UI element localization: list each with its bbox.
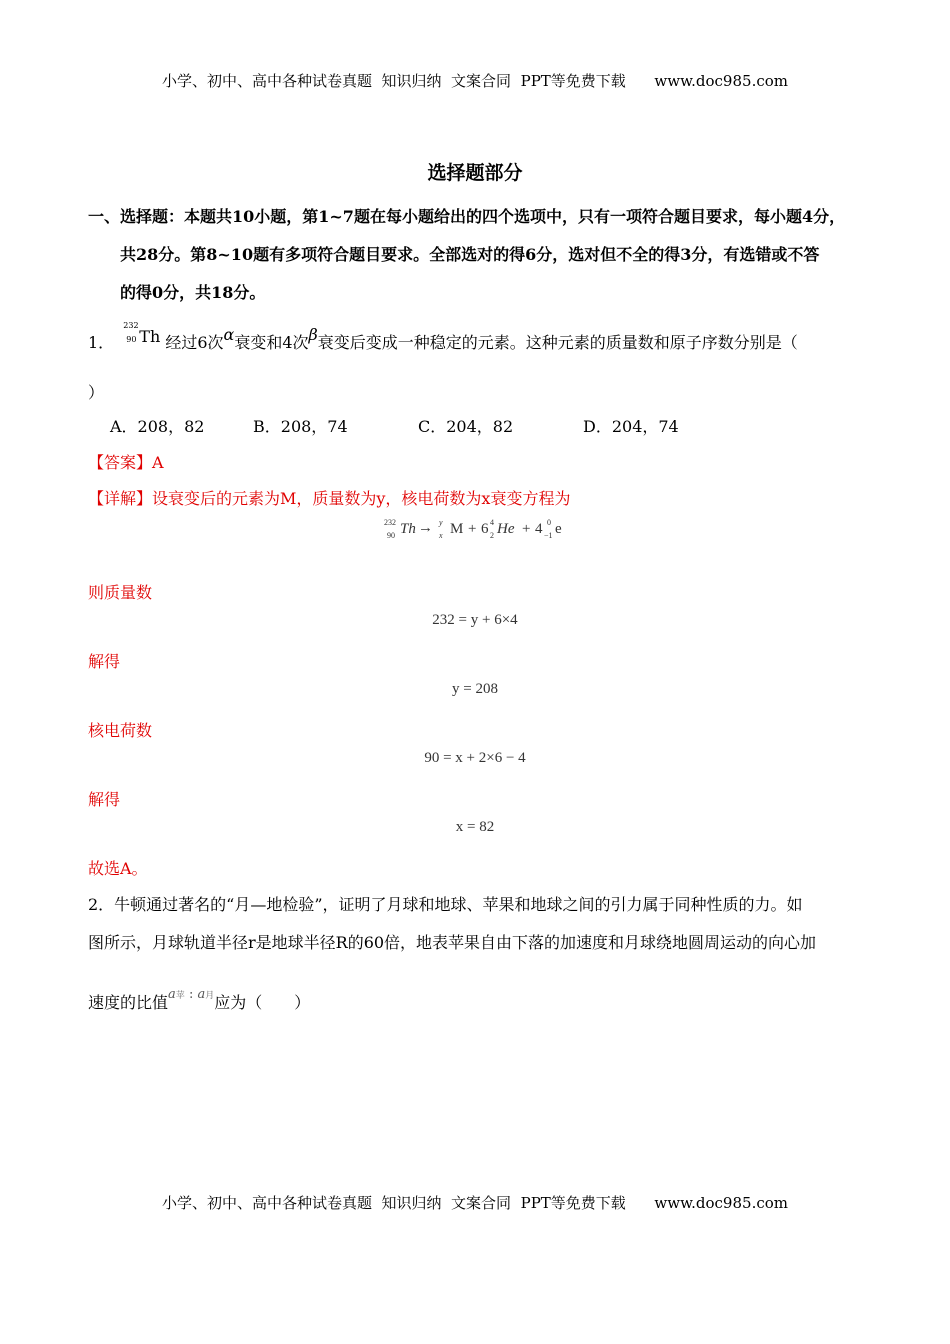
- question-2-line-1: 2．牛顿通过著名的“月—地检验”，证明了月球和地球、苹果和地球之间的引力属于同种性质的力。如: [88, 895, 803, 914]
- beta-symbol: β: [308, 325, 318, 344]
- q1-conclusion: 故选A。: [88, 859, 148, 878]
- eq-e-mass: 0: [547, 518, 551, 527]
- option-a: A．208，82: [110, 417, 205, 436]
- isotope-symbol: Th: [139, 327, 161, 346]
- eq-th-mass: 232: [384, 518, 396, 527]
- q2-text-b: 应为（ ）: [214, 993, 311, 1012]
- eq-coef-6: 6: [481, 521, 489, 537]
- q1-text-a: 经过6次: [165, 333, 224, 352]
- q1-close-paren: ）: [88, 383, 105, 402]
- thorium-isotope: [123, 321, 161, 352]
- question-1-stem: [88, 321, 878, 353]
- eq-coef-4: 4: [535, 521, 543, 537]
- q2-text-a: 速度的比值: [88, 993, 169, 1012]
- charge-number-label: 核电荷数: [88, 721, 153, 740]
- eq-plus-2: +: [522, 521, 531, 537]
- equation-mass: 232 = y + 6×4: [432, 612, 518, 628]
- section-instructions: [88, 198, 878, 312]
- decay-equation: [384, 518, 584, 544]
- question-2-line-3: [88, 987, 888, 1013]
- eq-th-atomic: 90: [387, 531, 395, 540]
- option-b: B．208，74: [253, 417, 348, 436]
- page-title: 选择题部分: [427, 162, 523, 184]
- eq-m-mass: y: [439, 518, 443, 527]
- question-number: 1．: [88, 333, 115, 352]
- eq-arrow: →: [418, 520, 433, 536]
- isotope-mass: 232: [123, 321, 139, 330]
- eq-th: Th: [400, 521, 416, 537]
- page-header: 小学、初中、高中各种试卷真题 知识归纳 文案合同 PPT等免费下载 www.doc985.com: [161, 72, 788, 90]
- ratio-sub-apple: 苹: [175, 991, 185, 1001]
- mass-number-label: 则质量数: [88, 583, 153, 602]
- ratio-b: a: [197, 987, 206, 1002]
- solve-label-2: 解得: [88, 790, 121, 809]
- ratio-colon: :: [188, 987, 194, 1002]
- eq-plus-1: +: [468, 521, 477, 537]
- section-line-3: 的得0分，共18分。: [120, 283, 266, 302]
- eq-e: e: [555, 521, 562, 537]
- section-line-1: 一、选择题：本题共10小题，第1~7题在每小题给出的四个选项中，只有一项符合题目要求，每小题4分，: [88, 207, 846, 226]
- eq-he: He: [497, 521, 515, 537]
- page-footer: 小学、初中、高中各种试卷真题 知识归纳 文案合同 PPT等免费下载 www.doc985.com: [161, 1194, 788, 1212]
- section-line-2: 共28分。第8~10题有多项符合题目要求。全部选对的得6分，选对但不全的得3分，有选错或不答: [120, 245, 820, 264]
- q1-options: [0, 414, 950, 436]
- q1-text-b: 衰变和4次: [234, 333, 309, 352]
- ratio-a: a: [168, 987, 176, 1002]
- q1-answer: 【答案】A: [88, 453, 164, 472]
- ratio-sub-moon: 月: [205, 991, 215, 1001]
- eq-e-atomic: −1: [544, 531, 553, 540]
- question-2-line-2: 图所示，月球轨道半径r是地球半径R的60倍，地表苹果自由下落的加速度和月球绕地圆周运动的向心加: [88, 933, 817, 952]
- equation-y: y = 208: [452, 681, 498, 697]
- option-c: C．204，82: [418, 417, 514, 436]
- alpha-symbol: α: [223, 325, 235, 344]
- acceleration-ratio: [168, 987, 214, 1002]
- eq-he-mass: 4: [490, 518, 494, 527]
- eq-he-atomic: 2: [490, 531, 494, 540]
- q1-detail: 【详解】设衰变后的元素为M，质量数为y，核电荷数为x衰变方程为: [88, 489, 571, 508]
- eq-m: M: [450, 521, 464, 537]
- isotope-atomic: 90: [126, 335, 137, 344]
- equation-x: x = 82: [455, 819, 495, 835]
- eq-m-atomic: x: [439, 531, 443, 540]
- q1-text-c: 衰变后变成一种稳定的元素。这种元素的质量数和原子序数分别是（: [317, 333, 798, 352]
- equation-charge: 90 = x + 2×6 − 4: [424, 750, 526, 766]
- solve-label-1: 解得: [88, 652, 121, 671]
- option-d: D．204，74: [583, 417, 679, 436]
